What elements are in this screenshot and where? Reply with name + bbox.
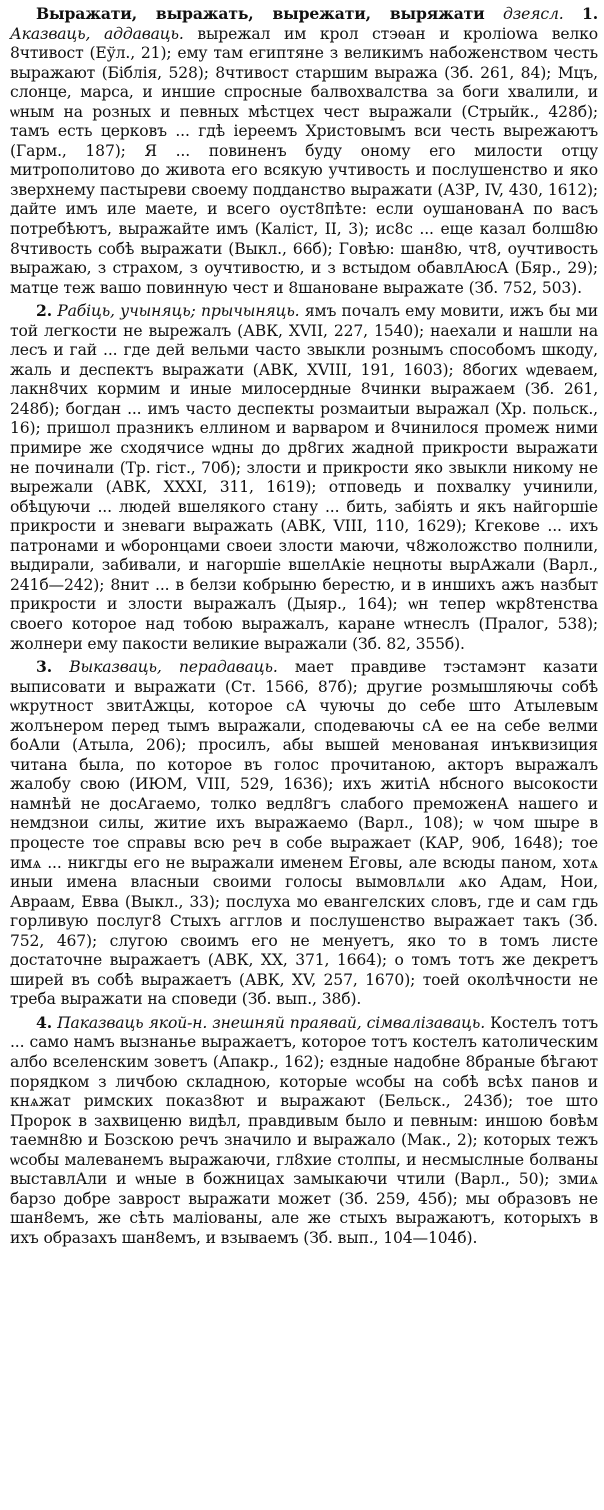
sense-citations: ямъ почалъ ему мовити, ижъ бы ми той легкости не вырежалъ (АВК, XVII, 227, 1540); наехали и нашли на лесъ и гай ... где дей вельми часто звыкли рознымъ способомъ шкоду, жаль и деспектъ выражати (АВК, XVIII, 191, 1603); 8богих ѡдеваем, лакн8чих кормим и иные милосердные 8чинки выражаем (Зб. 261, 248б); богдан ... имъ часто деспекты розмаитыи выражал (Хр. польск., 16); пришол празникъ еллином и варваром и 8чинилося промеж ними примире же сходячисе ѡдны до др8гих жадной прикрости выражати не починали (Тр. гіст., 70б); злости и прикрости яко звыкли никому не вырежали (АВК, XXXI, 311, 1619); отповедь и похвалку учинили, обѣцуючи ... людей вшелякого стану ... бить, забіять и якъ найгоршіе прикрости и зневаги выражать (АВК, VIII, 110, 1629); Кгекове ... ихъ патронами и ѡборонцами своеи злости маючи, ч8жоложство полнили, выдирали, забивали, и нагоршіе вшелАкіе нецноты вырАжали (Варл., 241б—242); 8нит ... в белзи кобрыню берестю, и в иншихъ ажъ назбыт прикрости и злости выражалъ (Дыяр., 164); ѡн тепер ѡкр8тенства своего которое над тобою выражалъ, каране ѡтнеслъ (Пралог, 538); жолнери ему пакости великие выражали (Зб. 82, 355б). — [10, 302, 599, 653]
part-of-speech: дзеясл. — [503, 5, 564, 23]
sense-number: 3. — [36, 657, 52, 677]
dictionary-entry — [10, 4, 598, 1248]
sense-definition: Аказваць, аддаваць. — [10, 24, 184, 43]
sense-paragraph-4 — [10, 1013, 598, 1249]
sense-citations: мает правдиве тэстамэнт казати выписовати и выражати (Ст. 1566, 87б); другие розмышляючы собѣ ѡкрутност звитАжцы, которое сА чуючы до себе што Атылевым жолънером перед тымъ выражали, сподеваючы сА ее на себе велми боАли (Атыла, 206); просилъ, абы вышей меновaная инъквизиция читана была, по которое въ голос прочитаною, акторъ выражалъ жалобу свою (ИЮМ, VIII, 529, 1636); ихъ житіА нбсного высокости намнѣй не досАгаемо, толко ведл8гъ слабого преможенА нашего и немдзнои силы, житие ихъ выражаемо (Варл., 108); ѡ чом шыре в процесте тое справы всю реч в собе выражает (КАР, 90б, 1648); тое имѧ ... никгды его не выражали именем Еговы, але всюды паном, хотѧ иныи имена власныи своими голосы вымовлѧли ѧко Адам, Нои, Авраам, Евва (Выкл., 33); послуха мо евангелских словъ, где и сам гдь горливую послуг8 Стыхъ агглов и послушенство выражает такъ (Зб. 752, 467); слугою своимъ его не менуетъ, яко то в томъ листе достаточне выражаетъ (АВК, XX, 371, 1664); о томъ тотъ же декретъ ширей въ собѣ выражаетъ (АВК, XV, 257, 1670); тоей околѣчности не треба выражати на споведи (Зб. вып., 38б). — [10, 658, 599, 1009]
sense-paragraph-1 — [10, 4, 598, 298]
sense-citations: Костелъ тотъ ... само намъ вызнанье выражаетъ, которое тотъ костелъ католическим албо вселенским зоветъ (Апакр., 162); ездные надобне 8браные бѣгают порядком з личбою складною, которые ѡсобы на собѣ всѣх панов и кнѧжат римских показ8ют и выражают (Бельск., 243б); тое што Пророк в захвиценю видѣл, правдивым было и певным: иншою бовѣм таемн8ю и Бозскою речъ значило и выражало (Мак., 2); которых тежъ ѡсобы малеванемъ выражаючи, гл8хие столпы, и несмыслные болваны выставлАли и ѡные в божницах замыкаючи чтили (Варл., 50); змиѧ барзо добре заврост выражати может (Зб. 259, 45б); мы образовъ не шан8емъ, же сѣть маліованы, але же стыхъ выражаютъ, которыхъ в ихъ образахъ шан8емъ, и взываемъ (Зб. вып., 104—104б). — [10, 1013, 599, 1247]
headword: Выражати, выражать, вырежати, выряжати — [36, 4, 485, 23]
sense-definition: Паказваць якой-н. знешняй праявай, сімвалізаваць. — [57, 1013, 485, 1032]
sense-number: 1. — [582, 4, 598, 23]
sense-definition: Выказваць, перадаваць. — [69, 658, 278, 677]
sense-number: 2. — [36, 301, 52, 321]
sense-paragraph-3 — [10, 657, 598, 1010]
sense-citations: вырежал им крол стэѳан и кролiowa велко 8чтивост (Еўл., 21); ему там египтяне з великимъ набоженством честь выражают (Біблія, 528); 8чтивост старшим выража (Зб. 261, 84); Мцъ, слонце, марса, и иншие спросные балвохвалства за боги хвалили, и ѡным на розных и певных мѣстцех чест выражали (Стрыйк., 428б); тамъ есть церковъ ... гдѣ iереемъ Христовымъ вси честь вырежаютъ (Гарм., 187); Я ... повиненъ буду оному его милости отцу митрополитово до живота его всякую учтивость и послушенство и яко зверхнему пастыреви своему подданство выражати (АЗР, IV, 430, 1612); дайте имъ иле маете, и всего оуст8пѣте: если оушанованА по васъ потребѣютъ, выражайте имъ (Каліст, II, 3); ис8с ... еще казал болш8ю 8чтивость собѣ выражати (Выкл., 66б); Говѣю: шан8ю, чт8, оучтивость выражаю, з страхом, з оучтивостю, и з встыдом обавлАюсА (Бяр., 29); матце теж вашо повинную чест и 8шанованe выражате (Зб. 752, 503). — [10, 24, 598, 297]
sense-paragraph-2 — [10, 301, 598, 654]
sense-definition: Рабіць, учыняць; прычыняць. — [57, 302, 300, 321]
sense-number: 4. — [36, 1012, 52, 1032]
